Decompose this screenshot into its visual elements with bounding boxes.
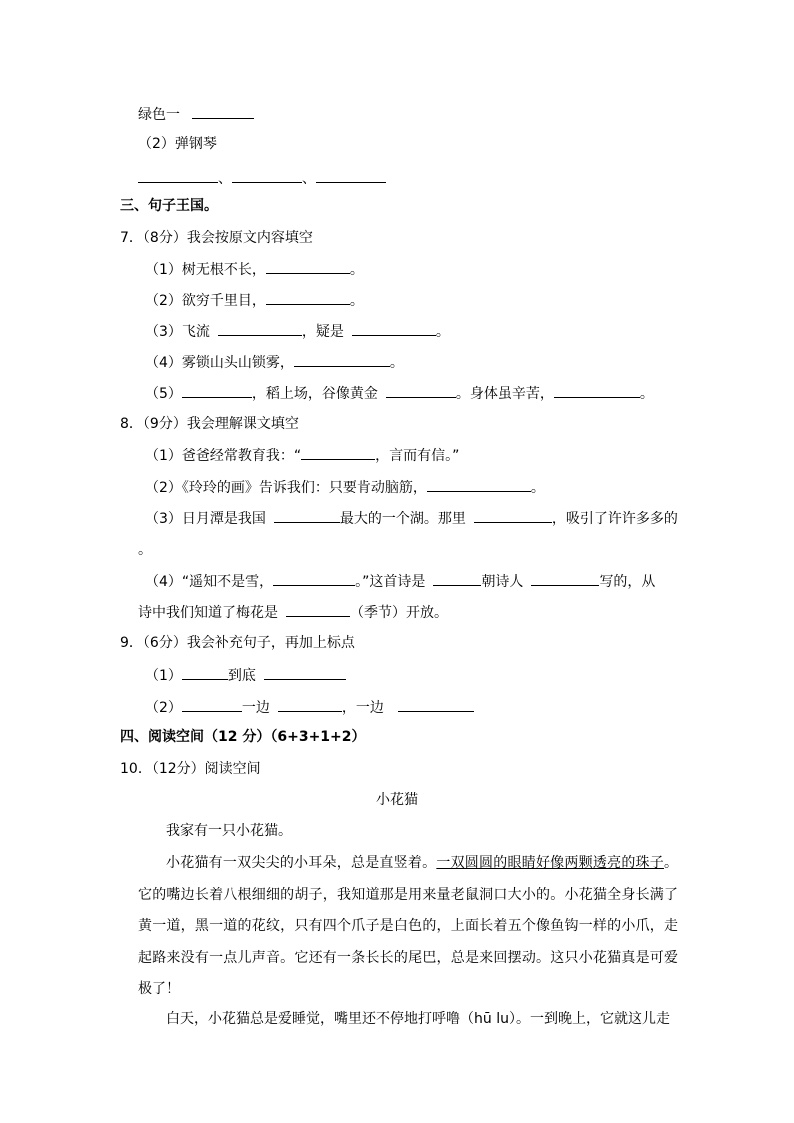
q7-item-5: （5） ，稻上场，谷像黄金 。身体虽辛苦， 。 — [145, 383, 654, 404]
q8-item-2: （2）《玲玲的画》告诉我们：只要肯动脑筋， 。 — [145, 477, 545, 498]
answer-blank[interactable] — [266, 259, 350, 274]
answer-blank[interactable] — [264, 665, 346, 680]
answer-blank[interactable] — [274, 508, 340, 523]
answer-blank[interactable] — [352, 321, 436, 336]
q8-item-4: （4）“遥知不是雪， 。”这首诗是 朝诗人 写的，从 — [145, 571, 655, 592]
answer-blank[interactable] — [474, 508, 552, 523]
line-green-item: 绿色一 — [138, 104, 254, 125]
answer-blank[interactable] — [433, 571, 481, 586]
question-10: 10．（12分）阅读空间 — [120, 761, 261, 777]
answer-blank[interactable] — [316, 168, 386, 183]
q9-item-1: （1） 到底 — [145, 665, 346, 686]
answer-blank[interactable] — [273, 571, 355, 586]
line-piano-blanks: 、 、 — [138, 168, 386, 189]
answer-blank[interactable] — [398, 697, 474, 712]
answer-blank[interactable] — [182, 665, 228, 680]
answer-blank[interactable] — [138, 168, 218, 183]
answer-blank[interactable] — [301, 445, 375, 460]
q7-item-4: （4）雾锁山头山锁雾， 。 — [145, 352, 404, 373]
question-7: 7．（8分）我会按原文内容填空 — [120, 230, 313, 246]
answer-blank[interactable] — [554, 383, 640, 398]
q7-item-2: （2）欲穷千里目， 。 — [145, 290, 364, 311]
question-9: 9．（6分）我会补充句子，再加上标点 — [120, 635, 355, 651]
q8-item-3: （3）日月潭是我国 最大的一个湖。那里 ，吸引了许许多多的 — [145, 508, 678, 529]
story-title: 小花猫 — [376, 792, 418, 808]
story-paragraph-1: 我家有一只小花猫。 — [166, 823, 292, 839]
q8-item-1: （1）爸爸经常教育我：“ ，言而有信。” — [145, 445, 459, 466]
answer-blank[interactable] — [278, 697, 342, 712]
q7-item-3: （3）飞流 ，疑是 。 — [145, 321, 450, 342]
story-paragraph-3: 白天，小花猫总是爱睡觉，嘴里还不停地打呼噜（hū lu）。一到晚上，它就这儿走 — [166, 1011, 670, 1027]
answer-blank[interactable] — [294, 352, 390, 367]
answer-blank[interactable] — [182, 383, 252, 398]
answer-blank[interactable] — [531, 571, 599, 586]
q9-item-2: （2） 一边 ，一边 — [145, 697, 474, 718]
section-4-heading: 四、阅读空间（12 分）（6+3+1+2） — [120, 729, 366, 745]
underlined-sentence: 一双圆圆的眼睛好像两颗透亮的珠子 — [436, 855, 665, 871]
answer-blank[interactable] — [386, 383, 456, 398]
story-paragraph-2: 小花猫有一双尖尖的小耳朵，总是直竖着。一双圆圆的眼睛好像两颗透亮的珠子。它的嘴边长着八根细细的胡子，我知道那是用来量老鼠洞口大小的。小花猫全身长满了黄一道，黑一道的花纹，只有四个爪子是白色的，上面长着五个像鱼钩一样的小爪，走起路来没有一点儿声音。它还有一条长长的尾巴，总是来回摆动。这只小花猫真是可爱极了！ — [138, 855, 679, 997]
answer-blank[interactable] — [182, 697, 242, 712]
answer-blank[interactable] — [266, 290, 350, 305]
section-3-heading: 三、句子王国。 — [120, 198, 218, 214]
q7-item-1: （1）树无根不长， 。 — [145, 259, 364, 280]
answer-blank[interactable] — [218, 321, 302, 336]
q8-item-4-continued: 诗中我们知道了梅花是 （季节）开放。 — [138, 602, 448, 623]
answer-blank[interactable] — [192, 104, 254, 119]
answer-blank[interactable] — [232, 168, 302, 183]
answer-blank[interactable] — [286, 602, 350, 617]
question-8: 8．（9分）我会理解课文填空 — [120, 416, 299, 432]
line-piano: （2）弹钢琴 — [138, 136, 217, 152]
q8-item-3-continued: 。 — [138, 542, 152, 558]
answer-blank[interactable] — [427, 477, 531, 492]
